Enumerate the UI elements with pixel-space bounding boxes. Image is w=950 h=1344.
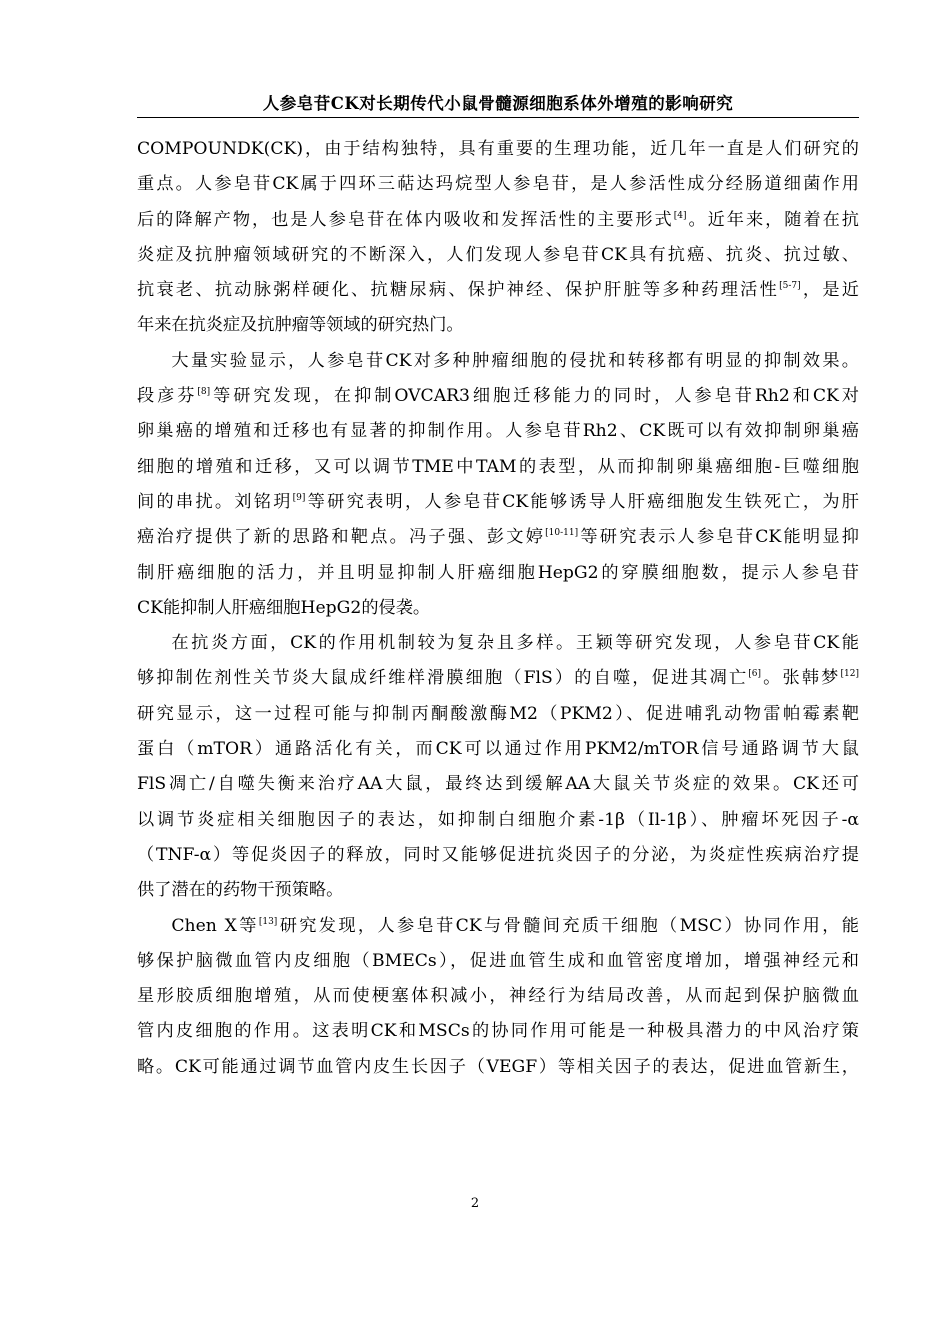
citation-superscript: [4]: [673, 210, 687, 221]
text-run: 细胞的增殖和迁移，又可以调节TME中TAM的表型，从而抑制卵巢癌细胞-巨噬细胞: [137, 456, 859, 477]
text-run: 。近年来，随着在抗: [686, 209, 859, 230]
paragraph: [137, 909, 859, 1085]
text-line: [137, 238, 859, 273]
text-line: [137, 132, 859, 167]
text-line: [137, 379, 859, 414]
text-line: [137, 344, 859, 379]
citation-superscript: [5-7]: [779, 281, 801, 292]
citation-superscript: [13]: [258, 916, 278, 927]
text-run: 大量实验显示，人参皂苷CK对多种肿瘤细胞的侵扰和转移都有明显的抑制效果。: [171, 350, 859, 371]
text-run: 后的降解产物，也是人参皂苷在体内吸收和发挥活性的主要形式: [137, 209, 674, 230]
text-run: 管内皮细胞的作用。这表明CK和MSCs的协同作用可能是一种极具潜力的中风治疗策: [137, 1021, 859, 1042]
citation-superscript: [6]: [748, 669, 762, 680]
text-run: 略。CK可能通过调节血管内皮生长因子（VEGF）等相关因子的表达，促进血管新生，: [137, 1056, 859, 1077]
text-line: [137, 838, 859, 873]
text-run: 星形胶质细胞增殖，从而使梗塞体积减小，神经行为结局改善，从而起到保护脑微血: [137, 986, 859, 1007]
text-line: [137, 803, 859, 838]
citation-superscript: [12]: [840, 669, 859, 680]
text-line: [137, 308, 859, 343]
text-run: 研究显示，这一过程可能与抑制丙酮酸激酶M2（PKM2）、促进哺乳动物雷帕霉素靶: [137, 703, 859, 724]
header-rule: [137, 117, 859, 118]
text-run: 等研究表示人参皂苷CK能明显抑: [578, 527, 859, 548]
text-line: [137, 1014, 859, 1049]
text-run: FlS凋亡/自噬失衡来治疗AA大鼠，最终达到缓解AA大鼠关节炎症的效果。CK还可: [137, 774, 859, 795]
text-line: [137, 273, 859, 308]
text-line: [137, 909, 859, 944]
text-run: 抗衰老、抗动脉粥样硬化、抗糖尿病、保护神经、保护肝脏等多种药理活性: [137, 280, 780, 301]
text-run: Chen X等: [171, 915, 259, 936]
text-run: 够保护脑微血管内皮细胞（BMECs），促进血管生成和血管密度增加，增强神经元和: [137, 950, 859, 971]
text-line: [137, 697, 859, 732]
text-line: [137, 167, 859, 202]
text-line: [137, 591, 859, 626]
text-line: [137, 979, 859, 1014]
text-run: COMPOUNDK(CK)，由于结构独特，具有重要的生理功能，近几年一直是人们研究的: [137, 139, 859, 159]
text-run: 卵巢癌的增殖和迁移也有显著的抑制作用。人参皂苷Rh2、CK既可以有效抑制卵巢癌: [137, 421, 859, 442]
citation-superscript: [8]: [197, 387, 211, 398]
text-line: [137, 485, 859, 520]
text-line: [137, 944, 859, 979]
citation-superscript: [9]: [292, 492, 306, 503]
text-run: 以调节炎症相关细胞因子的表达，如抑制白细胞介素-1β（Il-1β）、肿瘤坏死因子-α: [137, 809, 859, 830]
body-text: [137, 132, 859, 1085]
text-line: [137, 1050, 859, 1085]
paragraph: [137, 132, 859, 344]
page-number: 2: [470, 1196, 480, 1211]
text-run: 炎症及抗肿瘤领域研究的不断深入，人们发现人参皂苷CK具有抗癌、抗炎、抗过敏、: [137, 244, 859, 265]
text-line: [137, 626, 859, 661]
text-line: [137, 873, 859, 908]
text-run: 段彦芬: [137, 386, 198, 407]
text-run: 年来在抗炎症及抗肿瘤等领域的研究热门。: [137, 315, 464, 336]
text-run: 等研究发现，在抑制OVCAR3细胞迁移能力的同时，人参皂苷Rh2和CK对: [210, 386, 859, 407]
text-line: [137, 414, 859, 449]
paragraph: [137, 626, 859, 908]
text-run: （TNF-α）等促炎因子的释放，同时又能够促进抗炎因子的分泌，为炎症性疾病治疗提: [137, 844, 859, 865]
text-run: 够抑制佐剂性关节炎大鼠成纤维样滑膜细胞（FlS）的自噬，促进其凋亡: [137, 668, 749, 689]
text-run: 在抗炎方面，CK的作用机制较为复杂且多样。王颖等研究发现，人参皂苷CK能: [171, 633, 859, 654]
text-line: [137, 450, 859, 485]
text-run: 。张韩梦: [761, 668, 841, 689]
paragraph: [137, 344, 859, 626]
running-header-title: 人参皂苷CK对长期传代小鼠骨髓源细胞系体外增殖的影响研究: [262, 94, 734, 113]
text-run: 重点。人参皂苷CK属于四环三萜达玛烷型人参皂苷，是人参活性成分经肠道细菌作用: [137, 174, 859, 195]
text-run: 等研究表明，人参皂苷CK能够诱导人肝癌细胞发生铁死亡，为肝: [305, 491, 859, 512]
text-line: [137, 520, 859, 555]
text-line: [137, 203, 859, 238]
text-line: [137, 732, 859, 767]
text-run: 供了潜在的药物干预策略。: [137, 880, 344, 901]
text-run: 癌治疗提供了新的思路和靶点。冯子强、彭文婷: [137, 527, 546, 548]
text-line: [137, 556, 859, 591]
text-run: ，是近: [800, 280, 859, 301]
text-run: 制肝癌细胞的活力，并且明显抑制人肝癌细胞HepG2的穿膜细胞数，提示人参皂苷: [137, 562, 859, 583]
text-run: CK能抑制人肝癌细胞HepG2的侵袭。: [137, 597, 431, 618]
text-run: 蛋白（mTOR）通路活化有关，而CK可以通过作用PKM2/mTOR信号通路调节大鼠: [137, 739, 859, 760]
text-run: 研究发现，人参皂苷CK与骨髓间充质干细胞（MSC）协同作用，能: [277, 915, 859, 936]
text-line: [137, 767, 859, 802]
text-line: [137, 661, 859, 696]
text-run: 间的串扰。刘铭玥: [137, 491, 293, 512]
citation-superscript: [10-11]: [545, 528, 579, 539]
